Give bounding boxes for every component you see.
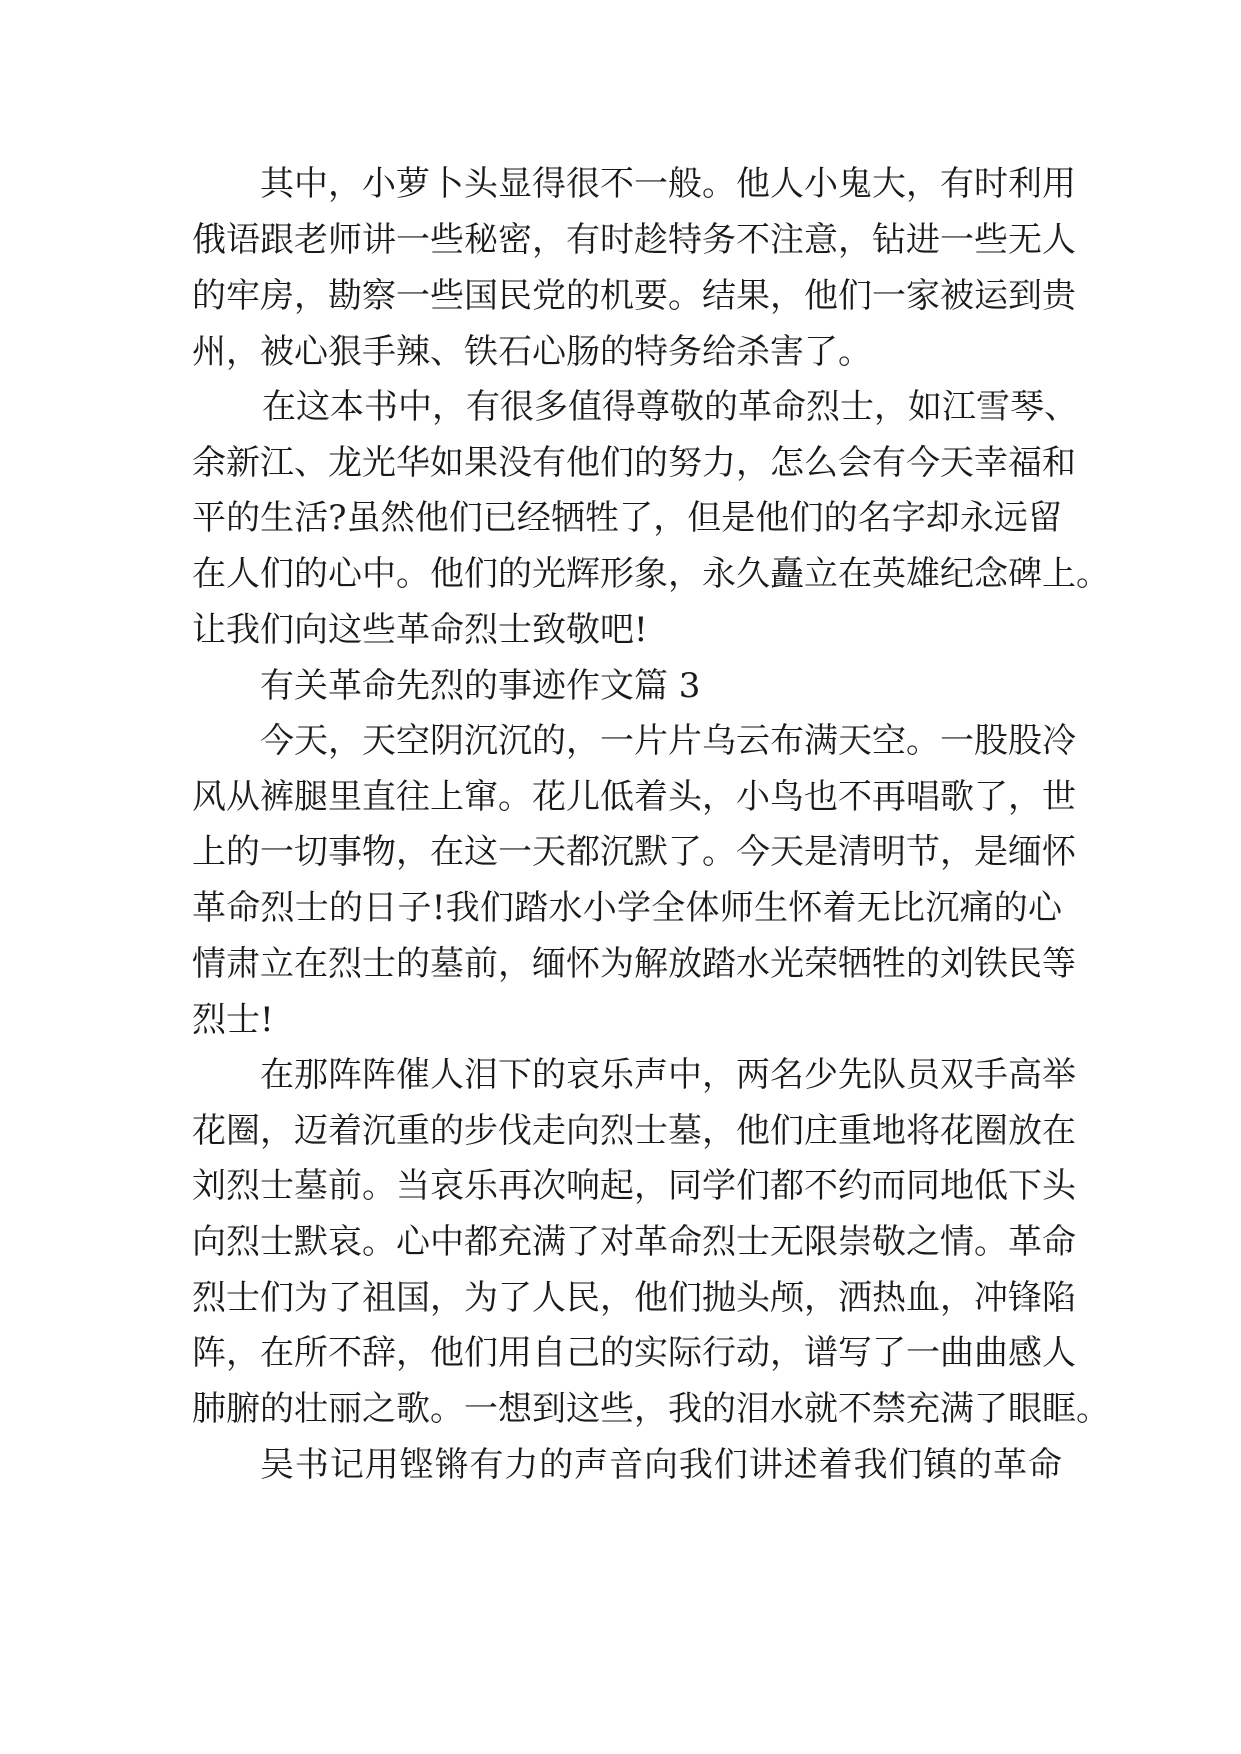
paragraph-line: 上的一切事物，在这一天都沉默了。今天是清明节，是缅怀: [192, 832, 1076, 872]
paragraph-line: 州，被心狠手辣、铁石心肠的特务给杀害了。: [192, 332, 872, 372]
paragraph-line: 平的生活?虽然他们已经牺牲了，但是他们的名字却永远留: [192, 498, 1062, 538]
paragraph-line: 烈士!: [192, 1000, 274, 1040]
section-heading: 有关革命先烈的事迹作文篇 3: [260, 666, 701, 706]
paragraph-line: 烈士们为了祖国，为了人民，他们抛头颅，洒热血，冲锋陷: [192, 1278, 1076, 1318]
paragraph-line: 向烈士默哀。心中都充满了对革命烈士无限崇敬之情。革命: [192, 1222, 1076, 1262]
paragraph-line: 的牢房，勘察一些国民党的机要。结果，他们一家被运到贵: [192, 276, 1076, 316]
paragraph-line: 花圈，迈着沉重的步伐走向烈士墓，他们庄重地将花圈放在: [192, 1111, 1076, 1151]
paragraph-line: 情肃立在烈士的墓前，缅怀为解放踏水光荣牺牲的刘铁民等: [192, 944, 1076, 984]
paragraph-line: 今天，天空阴沉沉的，一片片乌云布满天空。一股股冷: [260, 721, 1076, 761]
paragraph-line: 吴书记用铿锵有力的声音向我们讲述着我们镇的革命: [260, 1445, 1062, 1485]
paragraph-line: 在这本书中，有很多值得尊敬的革命烈士，如江雪琴、: [262, 387, 1078, 427]
paragraph-line: 阵，在所不辞，他们用自己的实际行动，谱写了一曲曲感人: [192, 1333, 1076, 1373]
paragraph-line: 刘烈士墓前。当哀乐再次响起，同学们都不约而同地低下头: [192, 1166, 1076, 1206]
paragraph-line: 风从裤腿里直往上窜。花儿低着头，小鸟也不再唱歌了，世: [192, 777, 1076, 817]
paragraph-line: 肺腑的壮丽之歌。一想到这些，我的泪水就不禁充满了眼眶。: [192, 1389, 1110, 1429]
paragraph-line: 在人们的心中。他们的光辉形象，永久矗立在英雄纪念碑上。: [192, 554, 1110, 594]
paragraph-line: 俄语跟老师讲一些秘密，有时趁特务不注意，钻进一些无人: [192, 220, 1076, 260]
paragraph-line: 让我们向这些革命烈士致敬吧!: [192, 610, 648, 650]
paragraph-line: 其中，小萝卜头显得很不一般。他人小鬼大，有时利用: [260, 164, 1076, 204]
paragraph-line: 余新江、龙光华如果没有他们的努力，怎么会有今天幸福和: [192, 443, 1076, 483]
paragraph-line: 革命烈士的日子!我们踏水小学全体师生怀着无比沉痛的心: [192, 888, 1062, 928]
paragraph-line: 在那阵阵催人泪下的哀乐声中，两名少先队员双手高举: [260, 1055, 1076, 1095]
